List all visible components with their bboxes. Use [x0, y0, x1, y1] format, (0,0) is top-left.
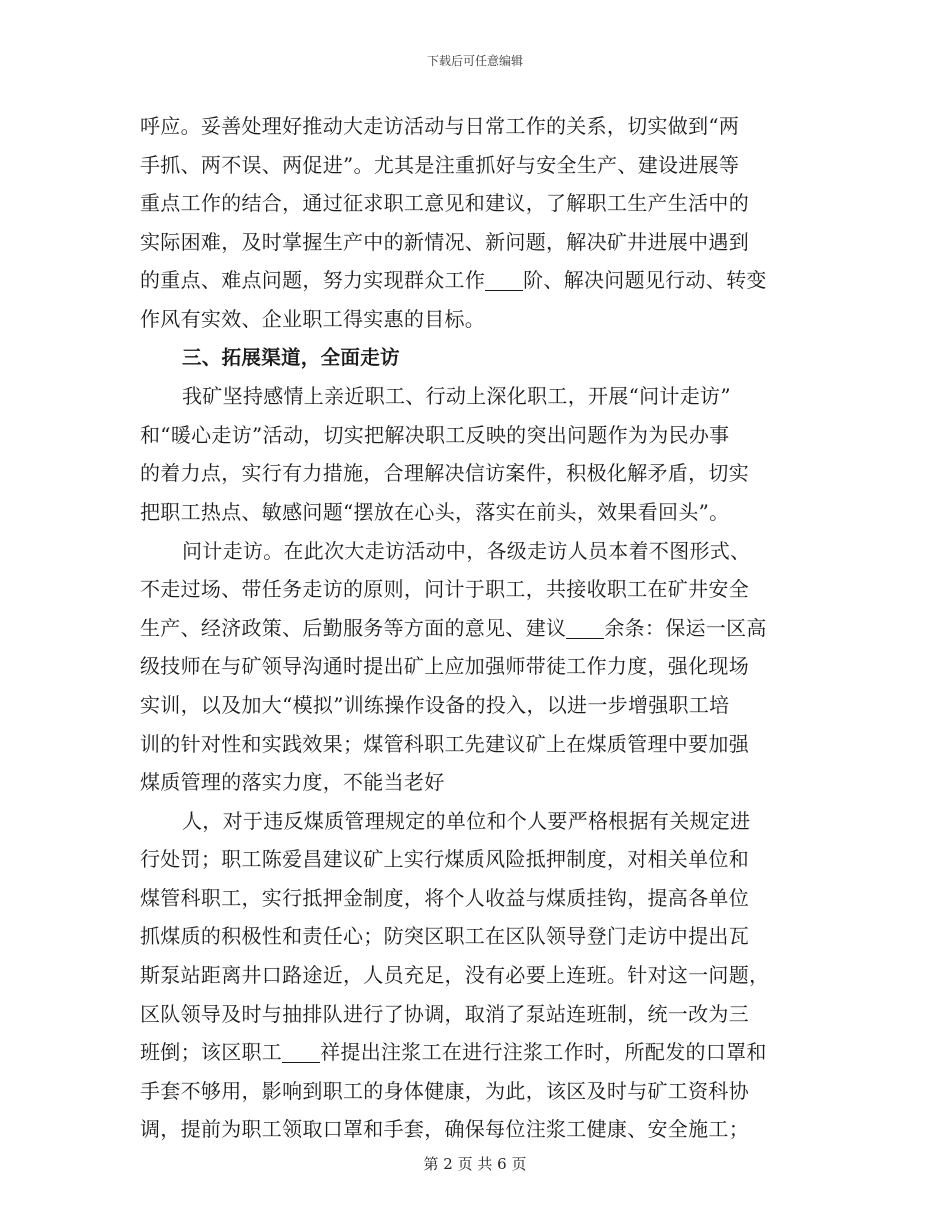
- document-body: [140, 107, 808, 1149]
- fill-blank: [282, 1040, 320, 1063]
- text-line: 行处罚；职工陈爱昌建议矿上实行煤质风险抵押制度，对相关单位和: [140, 847, 749, 872]
- text-line: 实际困难，及时掌握生产中的新情况、新问题，解决矿井进展中遇到: [140, 229, 749, 254]
- fill-blank: [566, 616, 604, 639]
- text-line: [140, 1033, 808, 1072]
- text-line: 人，对于违反煤质管理规定的单位和个人要严格根据有关规定进: [182, 808, 751, 833]
- text-line: [140, 261, 808, 300]
- section-heading: 三、拓展渠道，全面走访: [182, 345, 400, 369]
- text-line: 的着力点，实行有力措施，合理解决信访案件，积极化解矛盾，切实: [140, 461, 749, 486]
- text-segment: 的重点、难点问题，努力实现群众工作: [140, 268, 486, 293]
- text-line: 手抓、两不误、两促进”。尤其是注重抓好与安全生产、建设进展等: [140, 152, 740, 177]
- text-line: 抓煤质的积极性和责任心；防突区职工在区队领导登门走访中提出瓦: [140, 924, 749, 949]
- text-line: 呼应。妥善处理好推动大走访活动与日常工作的关系，切实做到“两: [140, 114, 740, 138]
- fill-blank: [485, 268, 523, 291]
- text-segment: 余条：保运一区高: [604, 615, 767, 640]
- text-line: 调，提前为职工领取口罩和手套，确保每位注浆工健康、安全施工；: [140, 1117, 749, 1142]
- page-number: 第 2 页 共 6 页: [423, 1155, 527, 1173]
- text-line: 训的针对性和实践效果；煤管科职工先建议矿上在煤质管理中要加强: [140, 731, 749, 756]
- text-line: 和“暖心走访”活动，切实把解决职工反映的突出问题作为为民办事: [140, 422, 730, 447]
- text-line: 实训，以及加大“模拟”训练操作设备的投入，以进一步增强职工培: [140, 692, 730, 717]
- text-line: 区队领导及时与抽排队进行了协调，取消了泵站连班制，统一改为三: [140, 1001, 749, 1026]
- text-line: 把职工热点、敏感问题“摆放在心头，落实在前头，效果看回头”。: [140, 499, 730, 524]
- text-line: 不走过场、带任务走访的原则，问计于职工，共接收职工在矿井安全: [140, 577, 749, 602]
- text-line: [140, 609, 808, 648]
- text-line: 问计走访。在此次大走访活动中，各级走访人员本着不图形式、: [182, 538, 751, 563]
- text-segment: 生产、经济政策、后勤服务等方面的意见、建议: [140, 615, 567, 640]
- text-segment: 祥提出注浆工在进行注浆工作时，所配发的口罩和: [320, 1040, 767, 1065]
- text-line: 级技师在与矿领导沟通时提出矿上应加强师带徒工作力度，强化现场: [140, 654, 749, 679]
- text-segment: 阶、解决问题见行动、转变: [523, 268, 767, 293]
- text-line: 手套不够用，影响到职工的身体健康，为此，该区及时与矿工资科协: [140, 1078, 749, 1103]
- text-line: 煤管科职工，实行抵押金制度，将个人收益与煤质挂钩，提高各单位: [140, 885, 749, 910]
- text-line: 煤质管理的落实力度，不能当老好: [140, 770, 445, 795]
- text-line: 斯泵站距离井口路途近，人员充足，没有必要上连班。针对这一问题，: [140, 963, 770, 988]
- text-segment: 班倒；该区职工: [140, 1040, 283, 1065]
- text-line: 重点工作的结合，通过征求职工意见和建议，了解职工生产生活中的: [140, 191, 749, 216]
- text-line: 我矿坚持感情上亲近职工、行动上深化职工，开展“问计走访”: [182, 384, 731, 409]
- text-line: 作风有实效、企业职工得实惠的目标。: [140, 306, 486, 331]
- header-note: 下载后可任意编辑: [426, 54, 523, 68]
